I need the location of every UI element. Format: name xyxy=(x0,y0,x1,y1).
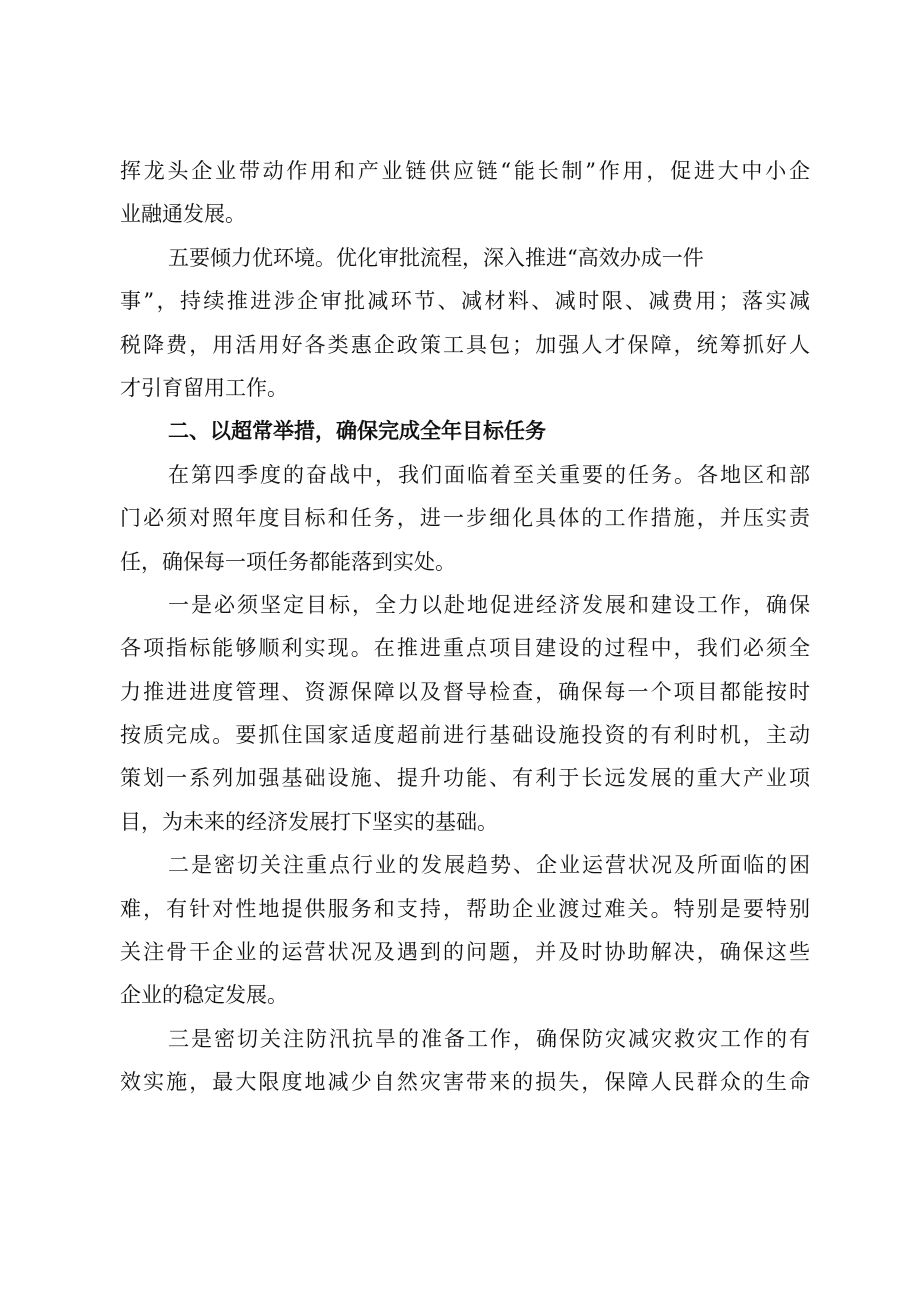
text-line: 挥龙头企业带动作用和产业链供应链“能长制”作用，促进大中小企 xyxy=(120,159,810,183)
text-line: 难，有针对性地提供服务和支持，帮助企业渡过难关。特别是要特别 xyxy=(120,896,810,921)
text-line: 效实施，最大限度地减少自然灾害带来的损失，保障人民群众的生命 xyxy=(120,1070,810,1095)
document-body xyxy=(120,150,810,1105)
text-line: 三是密切关注防汛抗旱的准备工作，确保防灾减灾救灾工作的有 xyxy=(168,1026,810,1051)
text-line: 一是必须坚定目标，全力以赴地促进经济发展和建设工作，确保 xyxy=(168,592,810,617)
text-line: 税降费，用活用好各类惠企政策工具包；加强人才保障，统筹抓好人 xyxy=(120,332,810,357)
text-line: 按质完成。要抓住国家适度超前进行基础设施投资的有利时机，主动 xyxy=(120,723,810,748)
section-heading: 二、以超常举措，确保完成全年目标任务 xyxy=(168,419,546,444)
text-line: 业融通发展。 xyxy=(120,202,246,227)
text-line: 各项指标能够顺利实现。在推进重点项目建设的过程中，我们必须全 xyxy=(120,636,810,661)
text-line: 力推进进度管理、资源保障以及督导检查，确保每一个项目都能按时 xyxy=(120,679,810,704)
text-line: 二是密切关注重点行业的发展趋势、企业运营状况及所面临的困 xyxy=(168,853,810,878)
text-line: 才引育留用工作。 xyxy=(120,375,288,400)
paragraph-five-heading-line: 五要倾力优环境。优化审批流程，深入推进“高效办成一件 xyxy=(168,245,704,270)
text-line: 门必须对照年度目标和任务，进一步细化具体的工作措施，并压实责 xyxy=(120,506,810,531)
text-line: 在第四季度的奋战中，我们面临着至关重要的任务。各地区和部 xyxy=(168,462,810,487)
text-line: 任，确保每一项任务都能落到实处。 xyxy=(120,549,456,574)
text-line: 事”，持续推进涉企审批减环节、减材料、减时限、减费用；落实减 xyxy=(120,289,810,314)
text-line: 关注骨干企业的运营状况及遇到的问题，并及时协助解决，确保这些 xyxy=(120,940,810,965)
text-line: 目，为未来的经济发展打下坚实的基础。 xyxy=(120,809,498,834)
text-line: 策划一系列加强基础设施、提升功能、有利于长远发展的重大产业项 xyxy=(120,766,810,791)
text-line: 企业的稳定发展。 xyxy=(120,983,288,1008)
